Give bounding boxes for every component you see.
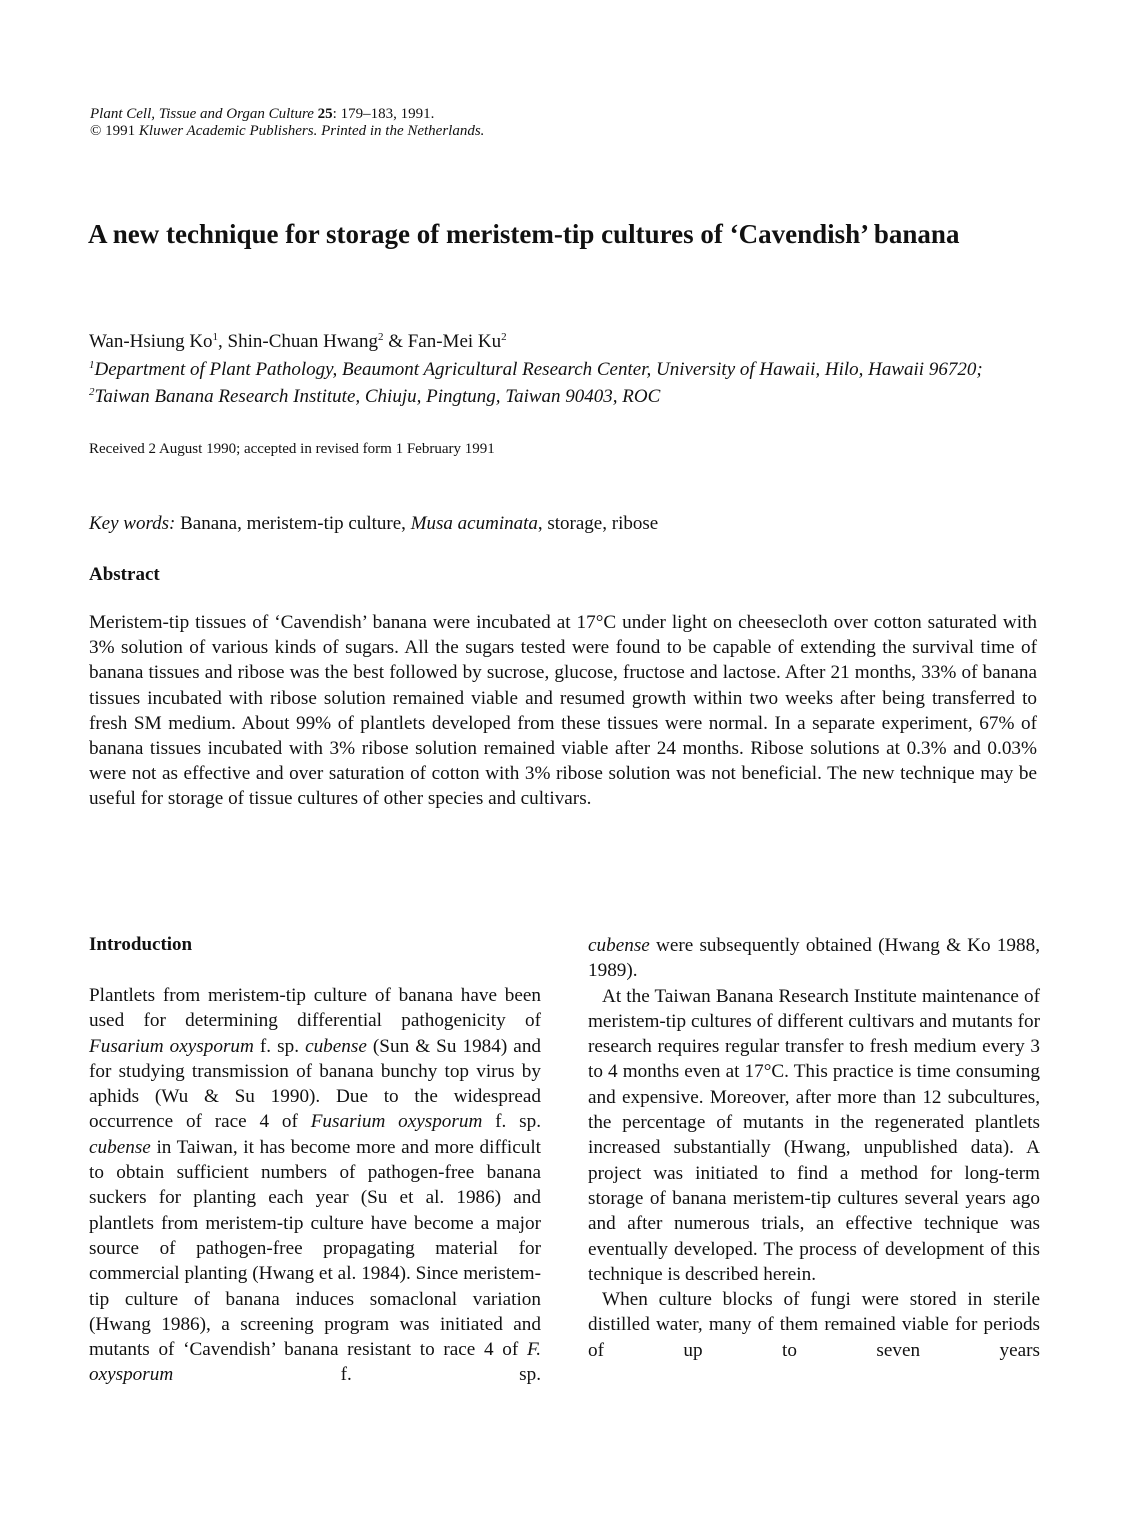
author-name: Wan-Hsiung Ko: [89, 331, 213, 352]
species-name: cubense: [305, 1035, 367, 1057]
author-name: Shin-Chuan Hwang: [227, 331, 378, 352]
intro-paragraph: At the Taiwan Banana Research Institute maintenance of meristem-tip cultures of different cultivars and mutants for research requires regular transfer to fresh medium every 3 to 4 months even at 17°C. This practice is time consuming and expensive. Moreover, after more than 12 subcultures, the percentage of mutants in the regenerated plantlets increased substantially (Hwang, unpublished data). A project was initiated to find a method for long-term storage of banana meristem-tip cultures several years ago and after numerous trials, an effective technique was eventually developed. The process of development of this technique is described herein.: [588, 985, 1040, 1285]
affiliations: [89, 356, 1039, 410]
intro-left-column: [89, 983, 541, 1388]
body-text: f. sp.: [173, 1364, 541, 1386]
affiliation: Taiwan Banana Research Institute, Chiuju, Pingtung, Taiwan 90403, ROC: [94, 386, 661, 407]
article-title: A new technique for storage of meristem-tip cultures of ‘Cavendish’ banana: [88, 219, 960, 249]
intro-right-column: [588, 933, 1040, 1363]
keywords: [89, 512, 658, 536]
intro-paragraph: When culture blocks of fungi were stored in sterile distilled water, many of them remained viable for periods of up to seven years: [588, 1289, 1040, 1361]
body-text: f. sp.: [482, 1111, 541, 1133]
copyright-symbol: ©: [90, 123, 102, 139]
keyword-italic: Musa acuminata: [410, 513, 538, 534]
body-text: Plantlets from meristem-tip culture of banana have been used for determining differential pathogenicity of: [89, 985, 541, 1032]
publisher: Kluwer Academic Publishers. Printed in the Netherlands.: [138, 123, 485, 139]
keywords-label: Key words:: [89, 513, 176, 534]
species-name: cubense: [588, 935, 650, 956]
species-name: cubense: [89, 1136, 151, 1158]
journal-volume: 25: [317, 106, 333, 122]
intro-paragraph: [588, 933, 1040, 984]
introduction-heading: Introduction: [89, 934, 193, 955]
journal-pages: : 179–183, 1991.: [332, 106, 435, 122]
keywords-text: , storage, ribose: [537, 513, 659, 534]
journal-citation: [90, 106, 484, 123]
journal-name: Plant Cell, Tissue and Organ Culture: [90, 106, 314, 122]
affil-mark: 1: [89, 359, 95, 371]
received-dates: Received 2 August 1990; accepted in revised form 1 February 1991: [89, 441, 495, 457]
species-name: F. oxysporum: [89, 1339, 541, 1386]
affil-mark: 2: [89, 386, 95, 398]
author-affil-mark: 2: [377, 331, 384, 343]
intro-paragraph: [89, 983, 541, 1388]
body-text: in Taiwan, it has become more and more difficult to obtain sufficient numbers of pathogen-free banana suckers for planting each year (Su et al. 1986) and plantlets from meristem-tip culture have become a major source of pathogen-free propagating material for commercial planting (Hwang et al. 1984). Since meristem-tip culture of banana induces somaclonal variation (Hwang 1986), a screening program was initiated and mutants of ‘Cavendish’ banana resistant to race 4 of: [89, 1136, 541, 1361]
body-text: f. sp.: [253, 1035, 306, 1057]
author-separator: ,: [218, 331, 228, 352]
author-affil-mark: 1: [212, 331, 219, 343]
copyright-year: 1991: [105, 123, 136, 139]
author-affil-mark: 2: [501, 331, 507, 343]
affiliation: Department of Plant Pathology, Beaumont Agricultural Research Center, University of Hawaii, Hilo, Hawaii 96720;: [94, 359, 983, 380]
body-text: were subsequently obtained (Hwang & Ko 1988, 1989).: [588, 935, 1040, 982]
author-name: Fan-Mei Ku: [407, 331, 502, 352]
journal-copyright: [90, 123, 484, 140]
body-text: (Sun & Su 1984) and for studying transmission of banana bunchy top virus by aphids (Wu & Su 1990). Due to the widespread occurrence of race 4 of: [89, 1035, 542, 1133]
abstract-heading: Abstract: [89, 564, 160, 585]
abstract-text: Meristem-tip tissues of ‘Cavendish’ banana were incubated at 17°C under light on cheesecloth over cotton saturated with 3% solution of various kinds of sugars. All the sugars tested were found to be capable of extending the survival time of banana tissues and ribose was the best followed by sucrose, glucose, fructose and lactose. After 21 months, 33% of banana tissues incubated with ribose solution remained viable and resumed growth within two weeks after being transferred to fresh SM medium. About 99% of plantlets developed from these tissues were normal. In a separate experiment, 67% of banana tissues incubated with 3% ribose solution remained viable after 24 months. Ribose solutions at 0.3% and 0.03% were not as effective and over saturation of cotton with 3% ribose solution was not beneficial. The new technique may be useful for storage of tissue cultures of other species and cultivars.: [89, 612, 1037, 810]
keywords-text: Banana, meristem-tip culture,: [175, 513, 411, 534]
author-list: [89, 330, 507, 354]
species-name: Fusarium oxysporum: [89, 1035, 254, 1057]
species-name: Fusarium oxysporum: [310, 1111, 483, 1133]
journal-header: [90, 106, 484, 140]
author-separator: &: [383, 331, 408, 352]
